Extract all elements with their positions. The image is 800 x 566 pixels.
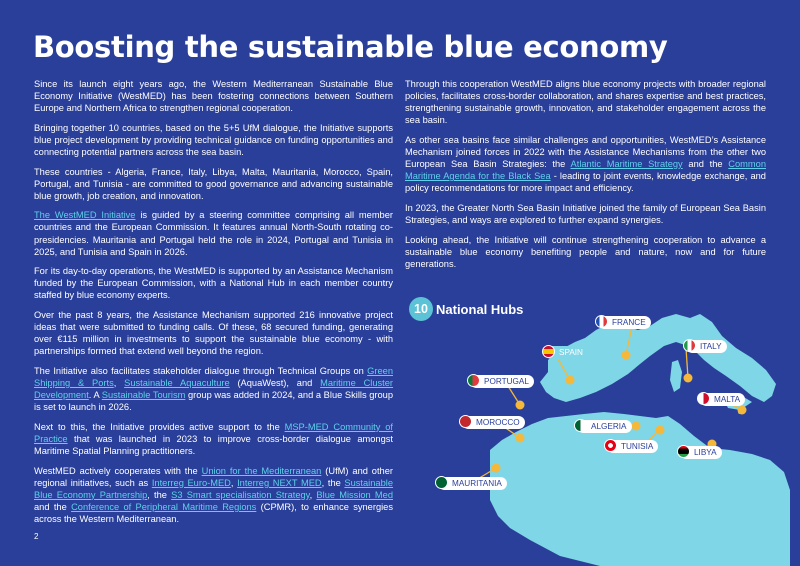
- link-westmed-initiative[interactable]: The WestMED Initiative: [34, 210, 136, 221]
- left-column: [34, 78, 393, 533]
- portugal-flag-icon: [467, 374, 480, 387]
- label-tunisia: TUNISIA: [607, 440, 658, 453]
- spain-flag-icon: [542, 345, 555, 358]
- hub-marker-algeria: [632, 422, 641, 431]
- paragraph-outlook: Looking ahead, the Initiative will continue strengthening cooperation to advance a sustainable blue economy benefiting people and nature, now and for future generations.: [405, 234, 766, 269]
- italy-flag-icon: [683, 339, 696, 352]
- hubs-title: National Hubs: [436, 301, 524, 317]
- paragraph-governance: The WestMED Initiative is guided by a steering committee comprising all member countries and the European Commission. It features annual North-South rotating co-presidencies. Mauritania and Portugal held the role in 2024, Portugal and Tunisia in 2025, and Tunisia and Spain in 2026.: [34, 210, 393, 257]
- paragraph-technical-groups: The Initiative also facilitates stakeholder dialogue through Technical Groups on Green Shipping & Ports, Sustainable Aquaculture (AquaWest), and Maritime Cluster Development. A Sustainable Tourism group was added in 2024, and a Blue Skills group is set to launch in 2026.: [34, 365, 394, 413]
- link-msp-med[interactable]: MSP-MED Community of Practice: [34, 421, 393, 444]
- africa-landmass: [490, 412, 790, 566]
- paragraph-sea-basins: As other sea basins face similar challenges and opportunities, WestMED’s Assistance Mechanism joined forces in 2022 with the Assistance Mechanisms from the other two European Sea Basin Strategies: the Atlantic Maritime Strategy and the Common Maritime Agenda for the Black Sea - leading to joint events, knowledge exchange, and policy recommendations for more impact and efficiency.: [405, 134, 766, 194]
- libya-flag-icon: [677, 445, 690, 458]
- link-atlantic-strategy[interactable]: Atlantic Maritime Strategy: [570, 159, 683, 170]
- paragraph-alignment: Through this cooperation WestMED aligns blue economy projects with broader regional policies, facilitates cross-border collaboration, and shares expertise and best practices, strengthening sustainable growth, innovation, and stakeholder engagement across the sea basin.: [405, 79, 766, 126]
- hub-marker-france: [622, 351, 631, 360]
- link-cpmr[interactable]: Conference of Peripheral Maritime Regions: [71, 501, 257, 512]
- hub-marker-malta: [738, 406, 747, 415]
- link-black-sea-agenda[interactable]: Common Maritime Agenda for the Black Sea: [405, 159, 766, 182]
- paragraph-results: Over the past 8 years, the Assistance Mechanism supported 216 innovative project ideas that were submitted to funding calls. Of these, 68 secured funding, generating over €115 million in investments to support the sustainable blue economy - with partnerships formed that extend well beyond the region.: [34, 310, 393, 357]
- link-sustainable-tourism[interactable]: Sustainable Tourism: [101, 390, 186, 401]
- hub-marker-portugal: [516, 401, 525, 410]
- link-interreg-next-med[interactable]: Interreg NEXT MED: [237, 477, 322, 488]
- algeria-flag-icon: [574, 419, 587, 432]
- paragraph-cooperation: WestMED actively cooperates with the Union for the Mediterranean (UfM) and other regional initiatives, such as Interreg Euro-MED, Interreg NEXT MED, the Sustainable Blue Economy Partnership, the S3 Smart specialisation Strategy, Blue Mission Med and the Conference of Peripheral Maritime Regions (CPMR), to enhance synergies across the Western Mediterranean.: [34, 465, 393, 524]
- link-s3[interactable]: S3 Smart specialisation Strategy: [171, 489, 310, 500]
- label-portugal: PORTUGAL: [470, 375, 534, 388]
- hub-marker-spain: [566, 376, 575, 385]
- hubs-count: 10: [409, 297, 433, 321]
- corsica-sardinia: [670, 360, 682, 392]
- right-column: [405, 78, 766, 277]
- link-sustainable-aquaculture[interactable]: Sustainable Aquaculture: [124, 377, 230, 388]
- hub-marker-mauritania: [492, 464, 501, 473]
- paragraph-launch: Since its launch eight years ago, the Western Mediterranean Sustainable Blue Economy Initiative (WestMED) has been fostering connections between Southern Europe and Northern Africa to strengthen regional cooperation.: [34, 79, 393, 114]
- label-malta: MALTA: [700, 393, 745, 406]
- label-libya: LIBYA: [680, 446, 722, 459]
- link-blue-mission-med[interactable]: Blue Mission Med: [316, 489, 393, 500]
- label-mauritania: MAURITANIA: [438, 477, 507, 490]
- link-sbep[interactable]: Sustainable Blue Economy Partnership: [34, 477, 393, 500]
- hub-marker-morocco: [516, 434, 525, 443]
- mauritania-flag-icon: [435, 476, 448, 489]
- link-ufm[interactable]: Union for the Mediterranean: [201, 465, 322, 476]
- paragraph-country-list: These countries - Algeria, France, Italy, Libya, Malta, Mauritania, Morocco, Spain, Portugal, and Tunisia - are committed to good governance and advancing sustainable blue growth, job creation, and innovation.: [34, 166, 393, 201]
- page-number: 2: [34, 532, 39, 541]
- national-hubs-heading: [409, 297, 523, 321]
- label-morocco: MOROCCO: [462, 416, 525, 429]
- france-flag-icon: [595, 315, 608, 328]
- link-maritime-cluster[interactable]: Maritime Cluster Development: [34, 377, 394, 401]
- label-algeria: ALGERIA: [577, 420, 632, 433]
- hub-marker-tunisia: [656, 426, 665, 435]
- label-italy: ITALY: [686, 340, 727, 353]
- morocco-flag-icon: [459, 415, 472, 428]
- link-green-shipping[interactable]: Green Shipping & Ports: [34, 365, 393, 388]
- hub-marker-italy: [684, 374, 693, 383]
- label-france: FRANCE: [598, 316, 651, 329]
- paragraph-north-sea: In 2023, the Greater North Sea Basin Initiative joined the family of European Sea Basin Strategies, and ways are explored to further expand synergies.: [405, 202, 766, 225]
- paragraph-msp-med: Next to this, the Initiative provides active support to the MSP-MED Community of Practice that was launched in 2023 to improve cross-border dialogue amongst Maritime Spatial Planning practitioners.: [34, 421, 393, 456]
- paragraph-operations: For its day-to-day operations, the WestMED is supported by an Assistance Mechanism funded by the European Commission, with a National Hub in each member country staffed by blue economy experts.: [34, 266, 393, 301]
- tunisia-flag-icon: [604, 439, 617, 452]
- malta-flag-icon: [697, 392, 710, 405]
- link-interreg-euro-med[interactable]: Interreg Euro-MED: [151, 477, 231, 488]
- label-spain: SPAIN: [545, 346, 588, 359]
- paragraph-countries: Bringing together 10 countries, based on the 5+5 UfM dialogue, the Initiative supports blue project development by providing technical guidance on funding opportunities and connecting potential partners across the sea basin.: [34, 122, 393, 157]
- page-title: Boosting the sustainable blue economy: [33, 30, 668, 64]
